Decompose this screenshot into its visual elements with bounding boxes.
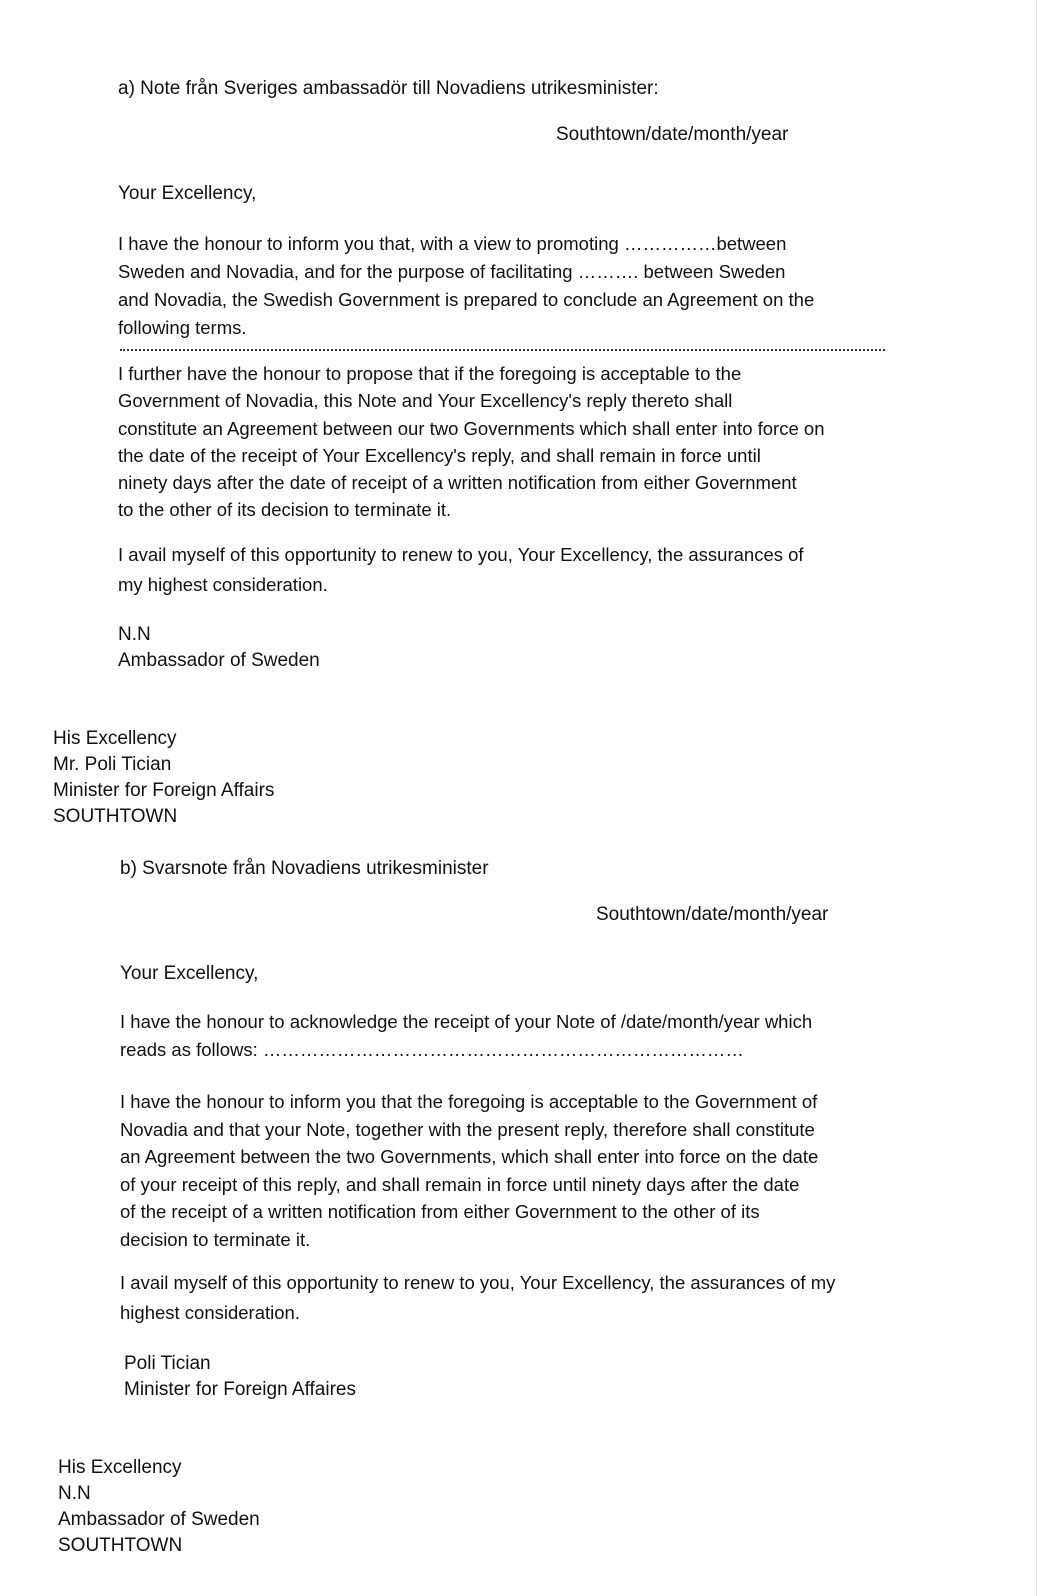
- addressee-line: His Excellency: [53, 728, 177, 749]
- paragraph-line: I have the honour to acknowledge the receipt of your Note of /date/month/year which: [120, 1011, 813, 1032]
- letter-a-addressee: [53, 726, 274, 830]
- paragraph-line: I avail myself of this opportunity to renew to you, Your Excellency, the assurances of my: [120, 1272, 836, 1293]
- paragraph-line: to the other of its decision to terminate it.: [118, 499, 452, 521]
- letter-a-paragraph-2: [118, 360, 908, 524]
- paragraph-line: ninety days after the date of receipt of a written notification from either Government: [118, 472, 797, 494]
- signatory-title: Ambassador of Sweden: [118, 650, 320, 671]
- date-text: Southtown/date/month/year: [556, 124, 789, 145]
- addressee-line: Ambassador of Sweden: [58, 1509, 260, 1530]
- heading-text: a) Note från Sveriges ambassadör till Novadiens utrikesminister:: [118, 78, 659, 99]
- letter-a-date: [556, 122, 788, 148]
- paragraph-line: my highest consideration.: [118, 574, 328, 595]
- salutation-text: Your Excellency,: [118, 183, 257, 204]
- letter-a-salutation: [118, 181, 256, 207]
- paragraph-line: Novadia and that your Note, together with the present reply, therefore shall constitute: [120, 1118, 815, 1140]
- letter-b-paragraph-2: [120, 1088, 910, 1253]
- letter-b-paragraph-1: [120, 1008, 910, 1064]
- letter-b-paragraph-3: [120, 1268, 910, 1328]
- paragraph-line: highest consideration.: [120, 1302, 300, 1323]
- addressee-line: Minister for Foreign Affairs: [53, 780, 275, 801]
- paragraph-line: decision to terminate it.: [120, 1228, 311, 1250]
- letter-b-salutation: [120, 961, 258, 987]
- paragraph-line: of your receipt of this reply, and shall remain in force until ninety days after the date: [120, 1173, 800, 1195]
- letter-b-date: [596, 902, 828, 928]
- paragraph-line: of the receipt of a written notification from either Government to the other of its: [120, 1201, 760, 1222]
- letter-b-signature: [124, 1351, 356, 1403]
- letter-b-heading: [120, 856, 489, 882]
- paragraph-line: Sweden and Novadia, and for the purpose of facilitating ………. between Sweden: [118, 261, 786, 282]
- salutation-text: Your Excellency,: [120, 963, 259, 984]
- paragraph-line: and Novadia, the Swedish Government is prepared to conclude an Agreement on the: [118, 289, 815, 310]
- paragraph-line: constitute an Agreement between our two Governments which shall enter into force on: [118, 417, 825, 439]
- paragraph-line: I have the honour to inform you that the foregoing is acceptable to the Government of: [120, 1091, 818, 1112]
- addressee-line: His Excellency: [58, 1457, 182, 1478]
- paragraph-line: the date of the receipt of Your Excellency's reply, and shall remain in force until: [118, 444, 761, 466]
- omitted-terms-dotted-line: [120, 349, 885, 351]
- letter-a-heading: [118, 76, 659, 102]
- letter-a-paragraph-3: [118, 540, 908, 600]
- heading-text: b) Svarsnote från Novadiens utrikesminister: [120, 858, 489, 879]
- addressee-line: N.N: [58, 1483, 91, 1504]
- letter-a-paragraph-1: [118, 230, 908, 342]
- letter-b-addressee: [58, 1455, 260, 1559]
- paragraph-line: an Agreement between the two Governments, which shall enter into force on the date: [120, 1146, 819, 1167]
- letter-a-signature: [118, 622, 320, 674]
- signatory-name: N.N: [118, 624, 151, 645]
- addressee-line: Mr. Poli Tician: [53, 754, 172, 775]
- paragraph-line: Government of Novadia, this Note and Your Excellency's reply thereto shall: [118, 390, 733, 412]
- paragraph-line: I further have the honour to propose that if the foregoing is acceptable to the: [118, 363, 742, 384]
- scan-edge: [1036, 0, 1037, 1596]
- paragraph-line: I avail myself of this opportunity to renew to you, Your Excellency, the assurances of: [118, 544, 804, 565]
- paragraph-line: I have the honour to inform you that, with a view to promoting ……………between: [118, 233, 787, 254]
- addressee-line: SOUTHTOWN: [53, 806, 178, 827]
- signatory-name: Poli Tician: [124, 1353, 211, 1374]
- addressee-line: SOUTHTOWN: [58, 1535, 183, 1556]
- signatory-title: Minister for Foreign Affaires: [124, 1379, 356, 1400]
- paragraph-line: reads as follows: ……………………………………………………………………: [120, 1039, 744, 1060]
- paragraph-line: following terms.: [118, 317, 247, 338]
- date-text: Southtown/date/month/year: [596, 904, 829, 925]
